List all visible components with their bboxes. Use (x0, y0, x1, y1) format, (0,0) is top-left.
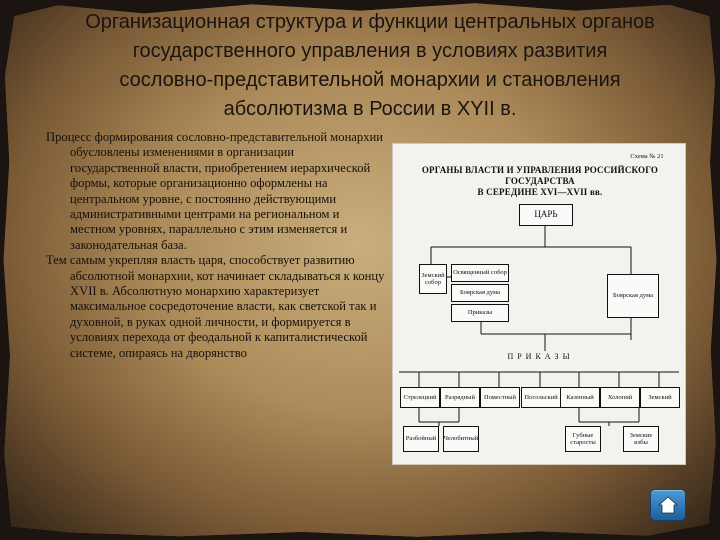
title-line: государственного управления в условиях развития (132, 40, 608, 62)
prikaz-box: Холопий (600, 387, 640, 408)
scheme-number-label: Схема № 21 (630, 153, 664, 160)
body-paragraph: Тем самым укрепляя власть царя, способствует развитию абсолютной монархии, кот начинает складываться к концу XVII в. Абсолютную монархию характеризует максимальное сосредоточение власти, как светской так и духовной, в руках одной личности, и формируется в условиях перехода от феодальной к капиталистической системе, опираясь на дворянство (46, 253, 385, 360)
prikaz-box: Разрядный (440, 387, 480, 408)
prikaz-box: Стрелецкий (400, 387, 440, 408)
prikaz-subbox: Разбойный (403, 426, 439, 452)
scheme-title (409, 165, 671, 198)
title-line: абсолютизма в России в XYII в. (223, 98, 517, 120)
prikaz-box: Поместный (480, 387, 520, 408)
prikazy-header: П Р И К А З Ы (507, 353, 571, 361)
boyar-duma-box: Боярская дума (607, 274, 659, 318)
slide-body-text (46, 130, 386, 361)
council-box: Боярская дума (451, 284, 509, 302)
title-line: сословно-представительной монархии и становления (119, 69, 621, 91)
scheme-title-line: ОРГАНЫ ВЛАСТИ И УПРАВЛЕНИЯ РОССИЙСКОГО ГОСУДАРСТВА (421, 165, 659, 186)
zemsky-sobor-box: Земский собор (419, 264, 447, 294)
prikaz-subbox: Губные старосты (565, 426, 601, 452)
prikaz-box: Посольский (521, 387, 561, 408)
body-paragraph: Процесс формирования сословно-представительной монархии обусловлены изменениями в организации государственной власти, приобретением иерархической формы, которые организационно оформлены на центральном уровне, с постоянно действующими административными центрами на региональном и местном уровнях, параллельно с этим изменяется и законодательная база. (46, 130, 383, 252)
org-structure-diagram (392, 143, 686, 465)
prikaz-subbox: Челобитный (443, 426, 479, 452)
home-icon (657, 495, 679, 515)
slide-title (40, 8, 700, 124)
scheme-title-line: В СЕРЕДИНЕ XVI—XVII вв. (477, 187, 603, 197)
home-button[interactable] (650, 489, 686, 521)
council-box: Освященный собор (451, 264, 509, 282)
prikaz-box: Казенный (560, 387, 600, 408)
tsar-box: ЦАРЬ (519, 204, 573, 226)
prikaz-box: Земский (640, 387, 680, 408)
prikaz-subbox: Земские избы (623, 426, 659, 452)
council-box: Приказы (451, 304, 509, 322)
title-line: Организационная структура и функции центральных органов (85, 11, 655, 33)
